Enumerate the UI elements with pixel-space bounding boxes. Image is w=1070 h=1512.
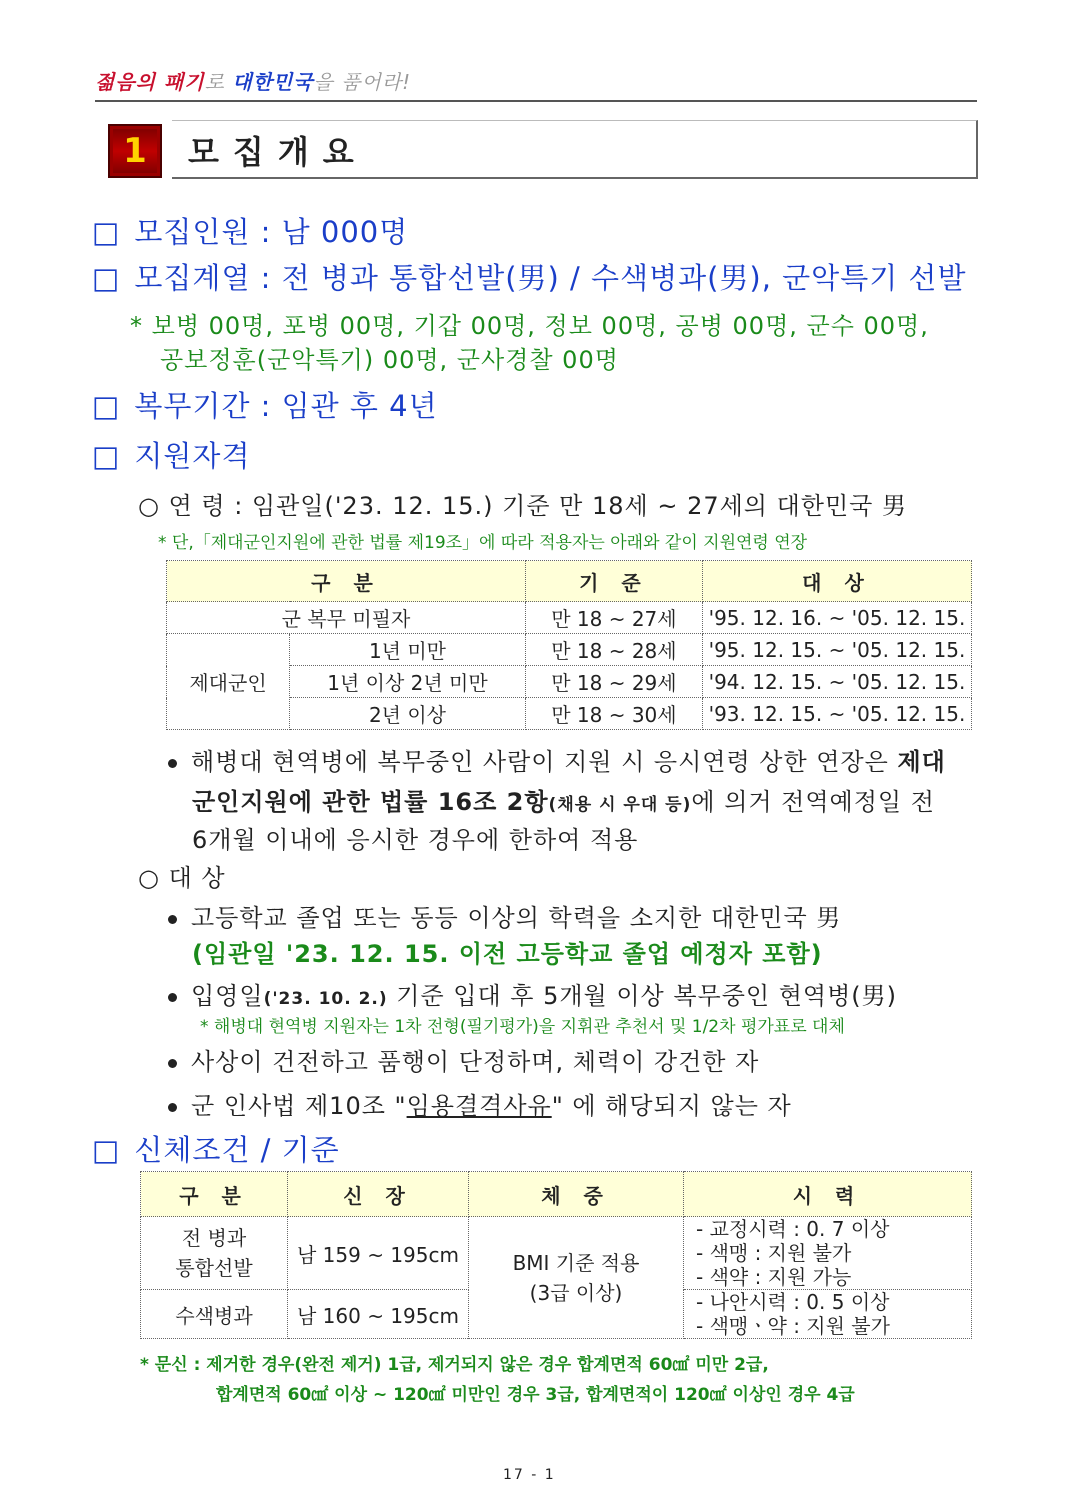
bullet-icon [168,759,177,768]
body-heading: □ 신체조건 / 기준 [92,1133,340,1167]
fields-note-2: 공보정훈(군악특기) 00명, 군사경찰 00명 [160,346,619,374]
body-standards-table [140,1171,972,1339]
tattoo-note-2: 합계면적 60㎠ 이상 ~ 120㎠ 미만인 경우 3급, 합계면적이 120㎠ 이상인 경우 4급 [216,1385,855,1405]
target-bullet-2: 입영일('23. 10. 2.) 기준 입대 후 5개월 이상 복무중인 현역병(男) [168,976,897,1011]
age-extension-table [166,560,972,730]
section-title: 모집개요 [188,133,368,171]
bullet-icon [168,1059,177,1068]
marine-bullet-cont: 군인지원에 관한 법률 16조 2항(채용 시 우대 등)에 의거 전역예정일 전 [192,788,935,816]
bullet-icon [168,1103,177,1112]
recruit-fields: □ 모집계열 : 전 병과 통합선발(男) / 수색병과(男), 군악특기 선발 [92,261,967,295]
qualification-heading: □ 지원자격 [92,439,251,473]
header-divider [95,100,977,102]
table-row: 군 복무 미필자 만 18 ~ 27세 '95. 12. 16. ~ '05. 12. 15. [167,602,972,634]
tattoo-note-1: * 문신 : 제거한 경우(완전 제거) 1급, 제거되지 않은 경우 합계면적 60㎠ 미만 2급, [140,1355,769,1375]
col-header-category: 구 분 [167,561,526,602]
page-number: 17 - 1 [503,1467,556,1483]
veteran-label: 제대군인 [167,634,290,730]
table-row: 수색병과 남 160 ~ 195cm - 나안시력 : 0. 5 이상 - 색맹ㆍ약 : 지원 불가 [141,1290,972,1339]
target-heading: ○ 대 상 [138,864,226,892]
bullet-icon [168,915,177,924]
col-header-weight: 체 중 [469,1172,684,1217]
section-number-badge: 1 [108,124,162,178]
target-bullet-2-note: * 해병대 현역병 지원자는 1차 전형(필기평가)을 지휘관 추천서 및 1/2차 평가표로 대체 [200,1017,845,1037]
table-row: 2년 이상 만 18 ~ 30세 '93. 12. 15. ~ '05. 12. 15. [167,698,972,730]
target-bullet-3: 사상이 건전하고 품행이 단정하며, 체력이 강건한 자 [168,1042,759,1077]
page-header: 젊음의 패기로 대한민국을 품어라! [95,70,412,94]
table-row: 1년 이상 2년 미만 만 18 ~ 29세 '94. 12. 15. ~ '05. 12. 15. [167,666,972,698]
target-bullet-1-note: (임관일 '23. 12. 15. 이전 고등학교 졸업 예정자 포함) [192,940,823,968]
marine-bullet-cont2: 6개월 이내에 응시한 경우에 한하여 적용 [192,826,639,854]
bullet-icon [168,993,177,1002]
fields-note-1: * 보병 00명, 포병 00명, 기갑 00명, 정보 00명, 공병 00명, 군수 00명, [130,312,929,340]
col-header-height: 신 장 [288,1172,469,1217]
marine-bullet: 해병대 현역병에 복무중인 사람이 지원 시 응시연령 상한 연장은 제대 [168,742,946,777]
age-requirement: ○ 연 령 : 임관일('23. 12. 15.) 기준 만 18세 ~ 27세의 대한민국 男 [138,492,907,520]
col-header-target: 대 상 [702,561,971,602]
recruit-count: □ 모집인원 : 남 000명 [92,215,409,249]
table-row: 제대군인 1년 미만 만 18 ~ 28세 '95. 12. 15. ~ '05. 12. 15. [167,634,972,666]
target-bullet-1: 고등학교 졸업 또는 동등 이상의 학력을 소지한 대한민국 男 [168,898,841,933]
table-row: 전 병과 통합선발 남 159 ~ 195cm BMI 기준 적용 (3급 이상) - 교정시력 : 0. 7 이상 - 색맹 : 지원 불가 - 색약 : 지원 가능 [141,1217,972,1290]
section-title-box [172,120,978,179]
col-header-standard: 기 준 [525,561,702,602]
col-header-category: 구 분 [141,1172,288,1217]
col-header-vision: 시 력 [684,1172,972,1217]
service-period: □ 복무기간 : 임관 후 4년 [92,389,438,423]
age-note: * 단,「제대군인지원에 관한 법률 제19조」에 따라 적용자는 아래와 같이 지원연령 연장 [158,533,808,553]
weight-criteria: BMI 기준 적용 (3급 이상) [469,1217,684,1339]
target-bullet-4: 군 인사법 제10조 "임용결격사유" 에 해당되지 않는 자 [168,1086,792,1121]
